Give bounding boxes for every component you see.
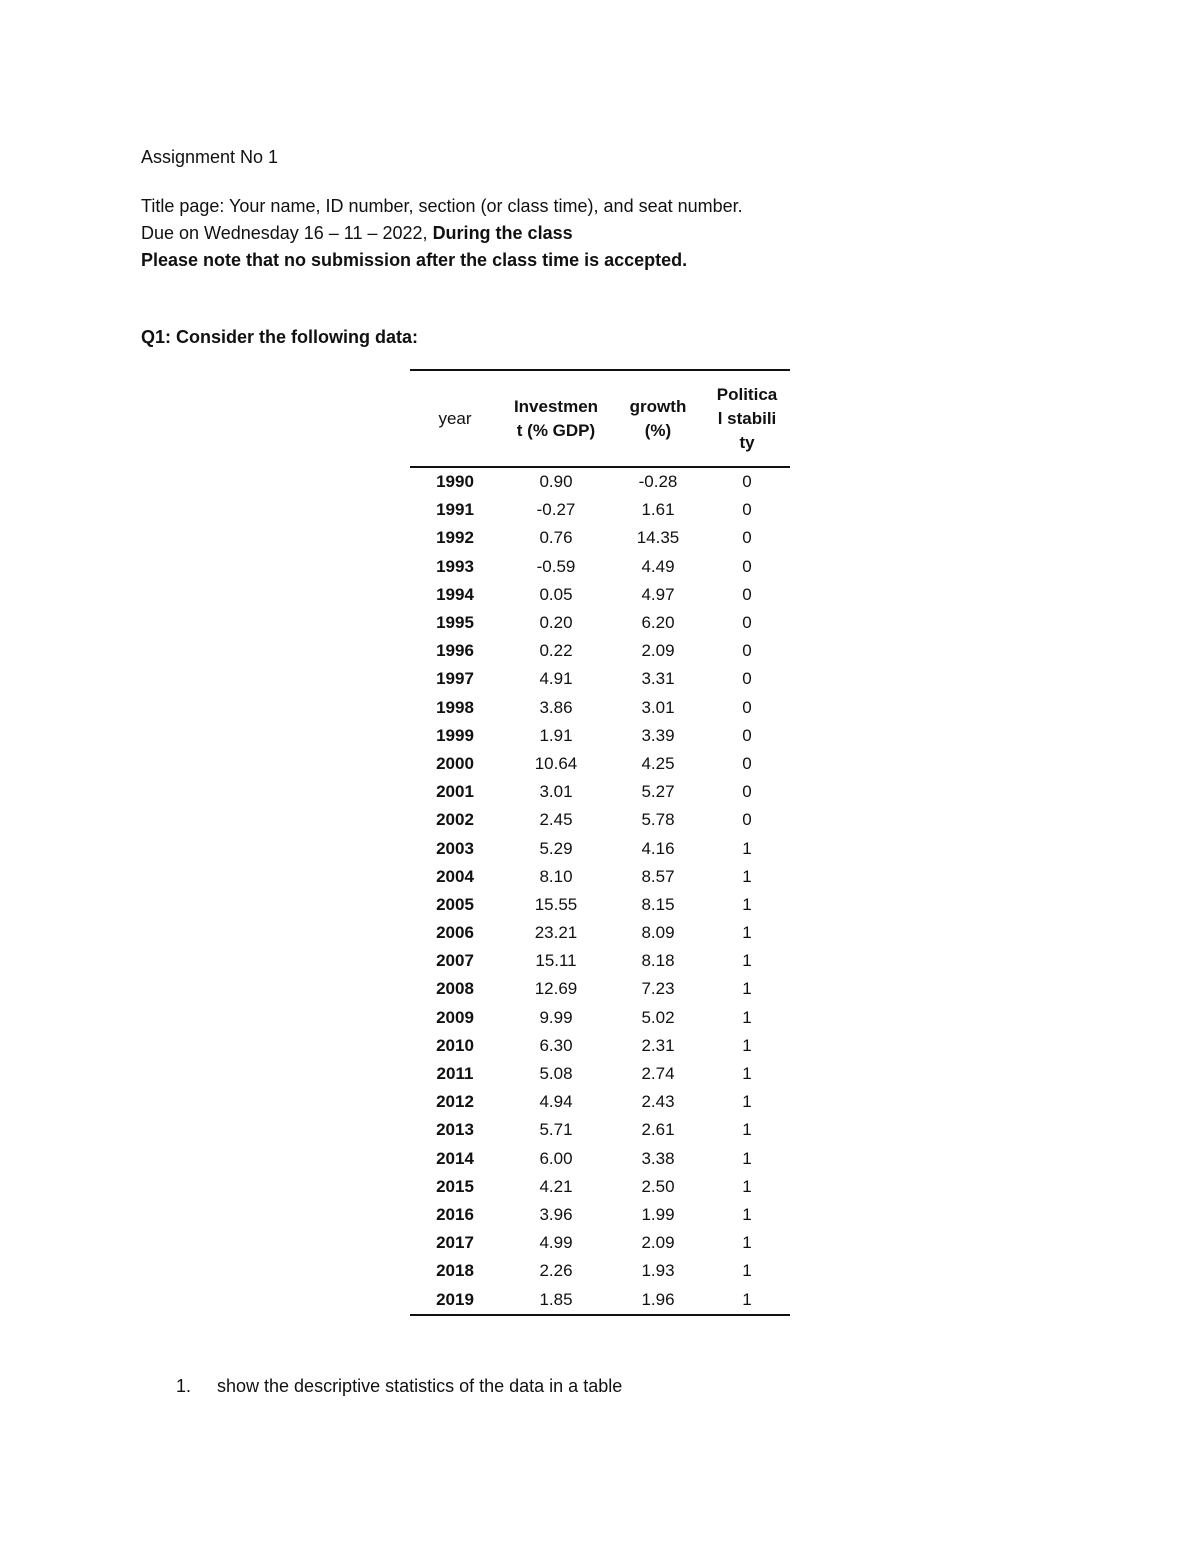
document-title: Assignment No 1	[141, 147, 279, 167]
cell-investment: 0.22	[539, 641, 573, 661]
cell-year: 1997	[436, 669, 474, 689]
cell-political-stability: 1	[742, 1007, 752, 1027]
header-political-stability: Political stability	[704, 370, 790, 467]
cell-growth: 2.09	[641, 1233, 675, 1253]
cell-investment: 4.99	[539, 1233, 573, 1253]
cell-growth: 1.93	[641, 1261, 675, 1281]
cell-political-stability: 0	[742, 697, 752, 717]
cell-growth: 8.18	[641, 951, 675, 971]
cell-investment: 3.86	[539, 697, 573, 717]
cell-investment: 5.08	[539, 1064, 573, 1084]
table-row	[410, 947, 790, 975]
cell-year: 2012	[436, 1092, 474, 1112]
cell-investment: 1.85	[500, 1285, 612, 1314]
data-table	[410, 369, 790, 1316]
cell-year: 1999	[436, 725, 474, 745]
header-investment: Investment (% GDP)	[500, 370, 612, 467]
cell-year: 2004	[436, 866, 474, 886]
header-year: year	[410, 370, 500, 467]
cell-growth: 4.49	[641, 556, 675, 576]
cell-political-stability: 1	[742, 1092, 752, 1112]
table-row	[410, 1173, 790, 1201]
table-row	[410, 609, 790, 637]
due-date-line	[141, 222, 573, 244]
cell-growth: -0.28	[638, 472, 678, 492]
cell-investment: 5.71	[539, 1120, 573, 1140]
cell-investment: 4.21	[539, 1176, 573, 1196]
table-row	[410, 496, 790, 524]
cell-political-stability: 0	[742, 472, 752, 492]
table-row	[410, 1285, 790, 1314]
cell-year: 1998	[436, 697, 474, 717]
cell-year: 2010	[436, 1035, 474, 1055]
cell-investment: 0.05	[539, 584, 573, 604]
table-row	[410, 1060, 790, 1088]
table-row	[410, 1032, 790, 1060]
cell-growth: 8.15	[641, 894, 675, 914]
cell-year: 2011	[436, 1064, 474, 1084]
cell-growth: 3.01	[641, 697, 675, 717]
cell-political-stability: 1	[742, 1233, 752, 1253]
cell-political-stability: 1	[742, 1035, 752, 1055]
cell-year: 2003	[436, 838, 474, 858]
cell-political-stability: 0	[742, 753, 752, 773]
cell-political-stability: 0	[742, 584, 752, 604]
cell-growth: 8.09	[641, 923, 675, 943]
list-item	[176, 1375, 622, 1397]
cell-growth: 7.23	[641, 979, 675, 999]
cell-year: 2017	[436, 1233, 474, 1253]
cell-year: 2009	[436, 1007, 474, 1027]
cell-year: 2007	[436, 951, 474, 971]
cell-political-stability: 0	[742, 556, 752, 576]
title-page-instructions: Title page: Your name, ID number, section (or class time), and seat number.	[141, 196, 743, 216]
cell-political-stability: 1	[742, 1176, 752, 1196]
table-row	[410, 834, 790, 862]
cell-year: 2001	[436, 782, 474, 802]
cell-growth: 3.38	[641, 1148, 675, 1168]
cell-political-stability: 0	[742, 500, 752, 520]
table-row	[410, 891, 790, 919]
cell-year: 1994	[436, 584, 474, 604]
table-row	[410, 467, 790, 496]
table-row	[410, 665, 790, 693]
cell-investment: 0.20	[539, 613, 573, 633]
table-row	[410, 581, 790, 609]
cell-year: 1990	[436, 472, 474, 492]
cell-political-stability: 1	[742, 894, 752, 914]
cell-year: 1991	[436, 500, 474, 520]
cell-growth: 2.74	[641, 1064, 675, 1084]
cell-year: 2014	[436, 1148, 474, 1168]
cell-growth: 5.02	[641, 1007, 675, 1027]
table-header-row	[410, 370, 790, 467]
cell-investment: 23.21	[534, 923, 578, 943]
cell-year: 2013	[436, 1120, 474, 1140]
cell-growth: 5.78	[641, 810, 675, 830]
cell-growth: 3.31	[641, 669, 675, 689]
cell-growth: 4.16	[641, 838, 675, 858]
cell-investment: 2.45	[539, 810, 573, 830]
cell-investment: 0.76	[539, 528, 573, 548]
due-date-emphasis: During the class	[432, 223, 573, 243]
cell-investment: -0.27	[536, 500, 576, 520]
cell-investment: 2.26	[539, 1261, 573, 1281]
table-body	[410, 467, 790, 1315]
cell-growth: 1.99	[641, 1204, 675, 1224]
table-row	[410, 722, 790, 750]
cell-political-stability: 1	[742, 866, 752, 886]
cell-political-stability: 1	[742, 951, 752, 971]
cell-year: 1993	[436, 556, 474, 576]
cell-political-stability: 0	[742, 725, 752, 745]
cell-growth: 6.20	[641, 613, 675, 633]
cell-growth: 14.35	[636, 528, 680, 548]
due-date-text: Due on Wednesday 16 – 11 – 2022,	[141, 223, 433, 243]
cell-investment: 6.30	[539, 1035, 573, 1055]
cell-growth: 4.25	[641, 753, 675, 773]
table-row	[410, 1201, 790, 1229]
cell-growth: 8.57	[641, 866, 675, 886]
cell-investment: 0.90	[539, 472, 573, 492]
cell-political-stability: 1	[742, 1148, 752, 1168]
cell-investment: -0.59	[536, 556, 576, 576]
table-row	[410, 553, 790, 581]
cell-year: 2015	[436, 1176, 474, 1196]
cell-year: 2018	[436, 1261, 474, 1281]
cell-year: 2000	[436, 753, 474, 773]
cell-political-stability: 1	[742, 923, 752, 943]
cell-year: 1992	[436, 528, 474, 548]
cell-growth: 4.97	[641, 584, 675, 604]
cell-political-stability: 1	[742, 838, 752, 858]
table-row	[410, 778, 790, 806]
cell-political-stability: 0	[742, 641, 752, 661]
cell-political-stability: 1	[742, 1204, 752, 1224]
cell-year: 2008	[436, 979, 474, 999]
cell-investment: 9.99	[539, 1007, 573, 1027]
cell-investment: 3.96	[539, 1204, 573, 1224]
cell-political-stability: 0	[742, 528, 752, 548]
table-row	[410, 919, 790, 947]
cell-political-stability: 1	[742, 1120, 752, 1140]
cell-investment: 12.69	[534, 979, 578, 999]
question-heading: Q1: Consider the following data:	[141, 327, 419, 347]
cell-year: 1995	[436, 613, 474, 633]
list-item-number: 1.	[176, 1376, 192, 1396]
cell-political-stability: 1	[704, 1285, 790, 1314]
cell-political-stability: 1	[742, 1261, 752, 1281]
cell-investment: 4.94	[539, 1092, 573, 1112]
cell-investment: 1.91	[539, 725, 573, 745]
table-row	[410, 524, 790, 552]
cell-growth: 3.39	[641, 725, 675, 745]
cell-growth: 2.09	[641, 641, 675, 661]
table-row	[410, 637, 790, 665]
cell-year: 2002	[436, 810, 474, 830]
table-row	[410, 694, 790, 722]
table-row	[410, 1004, 790, 1032]
cell-political-stability: 0	[742, 810, 752, 830]
cell-growth: 1.61	[641, 500, 675, 520]
cell-investment: 15.55	[534, 894, 578, 914]
cell-investment: 15.11	[535, 951, 577, 971]
cell-year: 2016	[436, 1204, 474, 1224]
table-row	[410, 1145, 790, 1173]
submission-note: Please note that no submission after the class time is accepted.	[141, 250, 688, 270]
cell-growth: 1.96	[612, 1285, 704, 1314]
cell-growth: 2.50	[641, 1176, 675, 1196]
cell-year: 2005	[436, 894, 474, 914]
cell-political-stability: 0	[742, 782, 752, 802]
table-row	[410, 863, 790, 891]
cell-investment: 6.00	[539, 1148, 573, 1168]
cell-growth: 2.61	[641, 1120, 675, 1140]
cell-growth: 2.31	[641, 1035, 675, 1055]
cell-year: 2019	[410, 1285, 500, 1314]
cell-year: 1996	[436, 641, 474, 661]
table-row	[410, 1257, 790, 1285]
header-growth: growth (%)	[612, 370, 704, 467]
cell-investment: 8.10	[539, 866, 573, 886]
table-row	[410, 806, 790, 834]
table-row	[410, 1229, 790, 1257]
cell-investment: 3.01	[539, 782, 573, 802]
cell-political-stability: 0	[742, 669, 752, 689]
cell-investment: 10.64	[534, 753, 578, 773]
cell-growth: 2.43	[641, 1092, 675, 1112]
cell-investment: 5.29	[539, 838, 573, 858]
cell-political-stability: 0	[742, 613, 752, 633]
table-row	[410, 1116, 790, 1144]
cell-growth: 5.27	[641, 782, 675, 802]
cell-political-stability: 1	[742, 1064, 752, 1084]
list-item-text: show the descriptive statistics of the data in a table	[217, 1376, 623, 1396]
table-row	[410, 1088, 790, 1116]
cell-year: 2006	[436, 923, 474, 943]
cell-political-stability: 1	[742, 979, 752, 999]
cell-investment: 4.91	[539, 669, 573, 689]
table-row	[410, 750, 790, 778]
table-row	[410, 975, 790, 1003]
